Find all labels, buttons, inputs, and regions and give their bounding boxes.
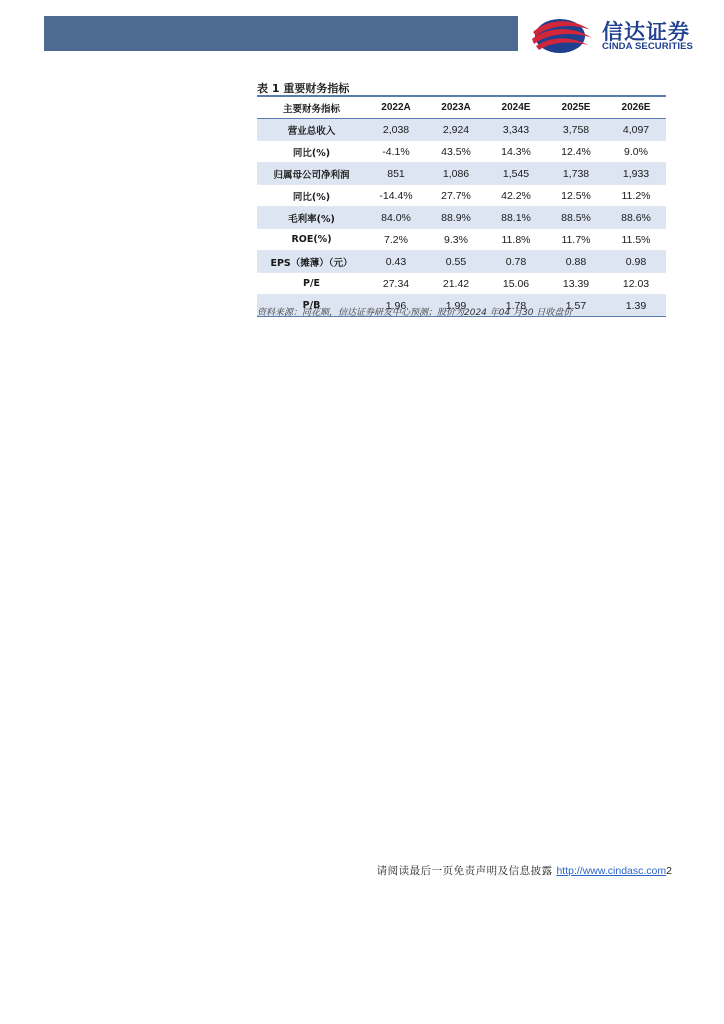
table-title: 表 1 重要财务指标 (257, 82, 350, 95)
table-cell: 84.0% (366, 207, 426, 229)
table-cell: 1.99 (426, 295, 486, 317)
table-cell: 1,933 (606, 163, 666, 185)
table-cell: 2,038 (366, 119, 426, 141)
table-cell: 9.0% (606, 141, 666, 163)
table-cell: 0.88 (546, 251, 606, 273)
table-cell: 11.5% (606, 229, 666, 251)
cinda-globe-icon (530, 14, 594, 56)
table-row (257, 141, 666, 163)
table-cell: 12.5% (546, 185, 606, 207)
table-cell: 11.7% (546, 229, 606, 251)
table-cell: 27.7% (426, 185, 486, 207)
logo-english-name: CINDA SECURITIES (602, 41, 693, 52)
table-cell: 9.3% (426, 229, 486, 251)
footer (377, 863, 672, 878)
header-bar (44, 16, 518, 51)
logo-chinese-name: 信达证券 (602, 20, 690, 44)
table-cell: 27.34 (366, 273, 426, 295)
table-row (257, 163, 666, 185)
column-header: 2024E (486, 96, 546, 119)
row-label: EPS（摊薄）（元） (257, 251, 366, 273)
table-cell: 11.2% (606, 185, 666, 207)
table-cell: 2,924 (426, 119, 486, 141)
table-cell: 12.4% (546, 141, 606, 163)
table-cell: 42.2% (486, 185, 546, 207)
table-cell: 1,545 (486, 163, 546, 185)
table-cell: 1,086 (426, 163, 486, 185)
column-header: 2025E (546, 96, 606, 119)
table-row (257, 119, 666, 141)
table-cell: 851 (366, 163, 426, 185)
table-cell: 1,738 (546, 163, 606, 185)
disclaimer-text: 请阅读最后一页免责声明及信息披露 (376, 865, 557, 877)
row-label: 同比(%) (257, 141, 366, 163)
table-cell: 0.98 (606, 251, 666, 273)
table-cell: 4,097 (606, 119, 666, 141)
source-note: 资料来源：同花顺，信达证券研发中心预测；股价为2024 年04 月30 日收盘价 (257, 308, 573, 318)
table-row (257, 185, 666, 207)
table-cell: 1.39 (606, 295, 666, 317)
table-cell: 1.96 (366, 295, 426, 317)
row-label: P/B (257, 295, 366, 317)
table-row (257, 229, 666, 251)
table-cell: 3,758 (546, 119, 606, 141)
table-header-row (257, 96, 666, 119)
table-cell: 11.8% (486, 229, 546, 251)
table-cell: 43.5% (426, 141, 486, 163)
table-cell: 15.06 (486, 273, 546, 295)
table-cell: 88.1% (486, 207, 546, 229)
table-cell: 1.78 (486, 295, 546, 317)
column-header: 2023A (426, 96, 486, 119)
table-cell: 0.43 (366, 251, 426, 273)
table-cell: 12.03 (606, 273, 666, 295)
column-header: 2022A (366, 96, 426, 119)
row-label: 同比(%) (257, 185, 366, 207)
website-link[interactable]: http://www.cindasc.com (556, 865, 667, 877)
page-number: 2 (666, 865, 672, 877)
row-label: P/E (257, 273, 366, 295)
table-cell: 88.9% (426, 207, 486, 229)
cinda-logo (530, 14, 710, 56)
table-cell: 13.39 (546, 273, 606, 295)
table-cell: 88.5% (546, 207, 606, 229)
row-label: 毛利率(%) (257, 207, 366, 229)
table-cell: 3,343 (486, 119, 546, 141)
financial-indicators-table (257, 95, 666, 317)
table-cell: 7.2% (366, 229, 426, 251)
column-header: 主要财务指标 (257, 96, 366, 119)
table-cell: -4.1% (366, 141, 426, 163)
table-row (257, 251, 666, 273)
row-label: 归属母公司净利润 (257, 163, 366, 185)
table-cell: 14.3% (486, 141, 546, 163)
table-cell: 0.78 (486, 251, 546, 273)
row-label: 营业总收入 (257, 119, 366, 141)
table-cell: 0.55 (426, 251, 486, 273)
table-cell: 88.6% (606, 207, 666, 229)
table-row (257, 273, 666, 295)
table-cell: -14.4% (366, 185, 426, 207)
row-label: ROE(%) (257, 229, 366, 251)
column-header: 2026E (606, 96, 666, 119)
table-row (257, 207, 666, 229)
table-cell: 21.42 (426, 273, 486, 295)
table-cell: 1.57 (546, 295, 606, 317)
